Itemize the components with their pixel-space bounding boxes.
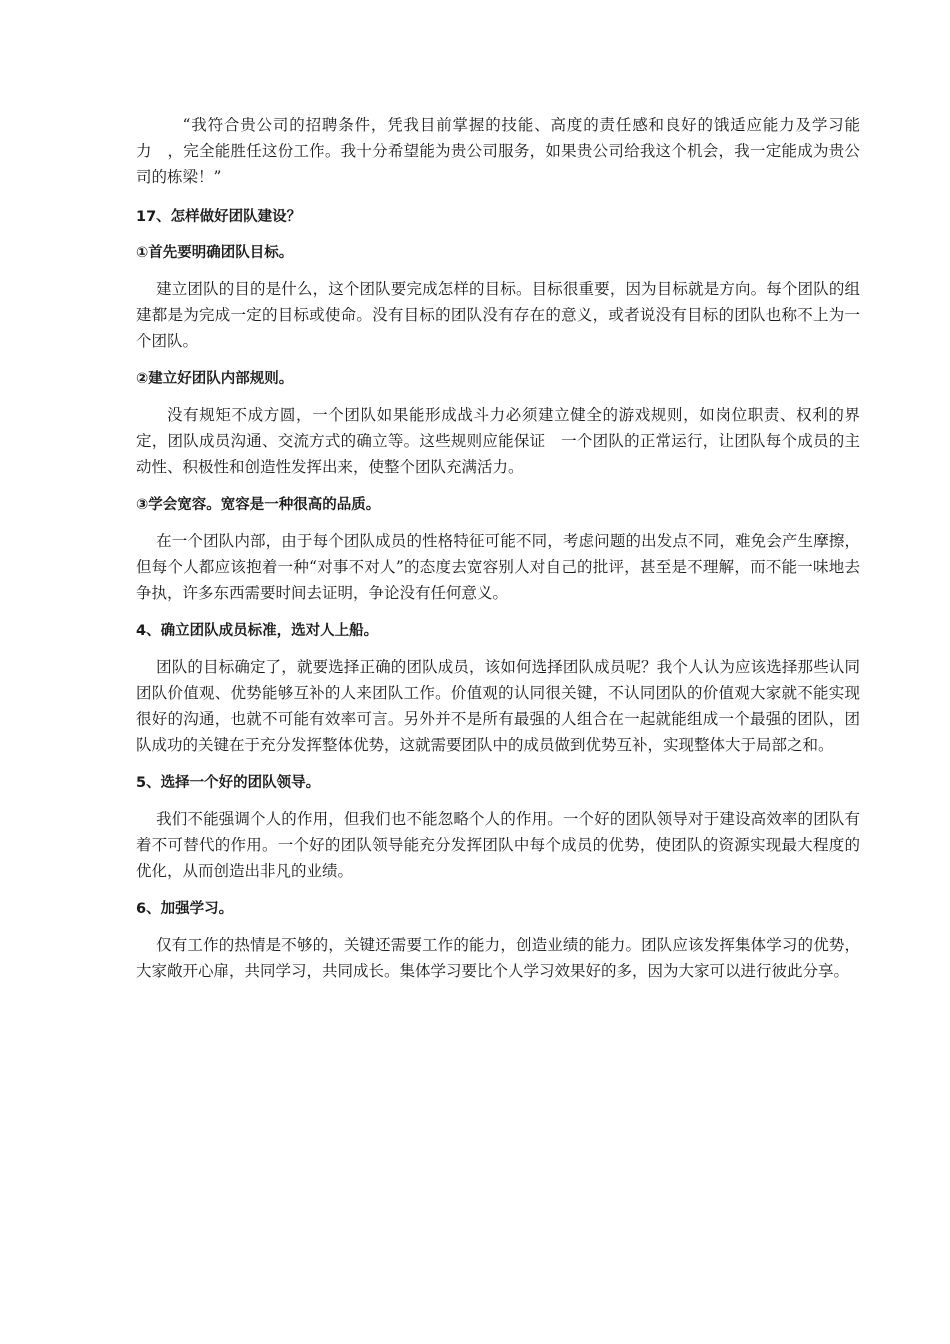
section-1-heading: ①首先要明确团队目标。 xyxy=(136,245,294,261)
intro-quote-paragraph: “我符合贵公司的招聘条件，凭我目前掌握的技能、高度的责任感和良好的饿适应能力及学习能力 ，完全能胜任这份工作。我十分希望能为贵公司服务，如果贵公司给我这个机会，我一定能成为贵公司的栋梁！” xyxy=(136,116,860,186)
section-3-heading: ③学会宽容。宽容是一种很高的品质。 xyxy=(136,497,381,513)
section-5-heading: 5、选择一个好的团队领导。 xyxy=(136,775,321,791)
section-5-body: 我们不能强调个人的作用，但我们也不能忽略个人的作用。一个好的团队领导对于建设高效率的团队有着不可替代的作用。一个好的团队领导能充分发挥团队中每个成员的优势，使团队的资源实现最大程度的优化，从而创造出非凡的业绩。 xyxy=(136,810,860,880)
section-6-body: 仅有工作的热情是不够的，关键还需要工作的能力，创造业绩的能力。团队应该发挥集体学习的优势，大家敞开心扉，共同学习，共同成长。集体学习要比个人学习效果好的多，因为大家可以进行彼此分享。 xyxy=(136,936,860,980)
section-title: 17、怎样做好团队建设？ xyxy=(136,209,302,225)
section-6-heading: 6、加强学习。 xyxy=(136,901,234,917)
document-body xyxy=(136,112,860,984)
section-1-body: 建立团队的目的是什么，这个团队要完成怎样的目标。目标很重要，因为目标就是方向。每个团队的组建都是为完成一定的目标或使命。没有目标的团队没有存在的意义，或者说没有目标的团队也称不上为一个团队。 xyxy=(136,280,860,350)
section-2-body: 没有规矩不成方圆，一个团队如果能形成战斗力必须建立健全的游戏规则，如岗位职责、权利的界定，团队成员沟通、交流方式的确立等。这些规则应能保证 一个团队的正常运行，让团队每个成员的主动性、积极性和创造性发挥出来，使整个团队充满活力。 xyxy=(136,406,860,476)
section-2-heading: ②建立好团队内部规则。 xyxy=(136,371,294,387)
section-3-body: 在一个团队内部，由于每个团队成员的性格特征可能不同，考虑问题的出发点不同，难免会产生摩擦，但每个人都应该抱着一种“对事不对人”的态度去宽容别人对自己的批评，甚至是不理解，而不能一味地去争执，许多东西需要时间去证明，争论没有任何意义。 xyxy=(136,532,860,602)
section-4-body: 团队的目标确定了，就要选择正确的团队成员，该如何选择团队成员呢？我个人认为应该选择那些认同团队价值观、优势能够互补的人来团队工作。价值观的认同很关键，不认同团队的价值观大家就不能实现很好的沟通，也就不可能有效率可言。另外并不是所有最强的人组合在一起就能组成一个最强的团队，团队成功的关键在于充分发挥整体优势，这就需要团队中的成员做到优势互补，实现整体大于局部之和。 xyxy=(136,658,860,754)
section-4-heading: 4、确立团队成员标准，选对人上船。 xyxy=(136,623,379,639)
